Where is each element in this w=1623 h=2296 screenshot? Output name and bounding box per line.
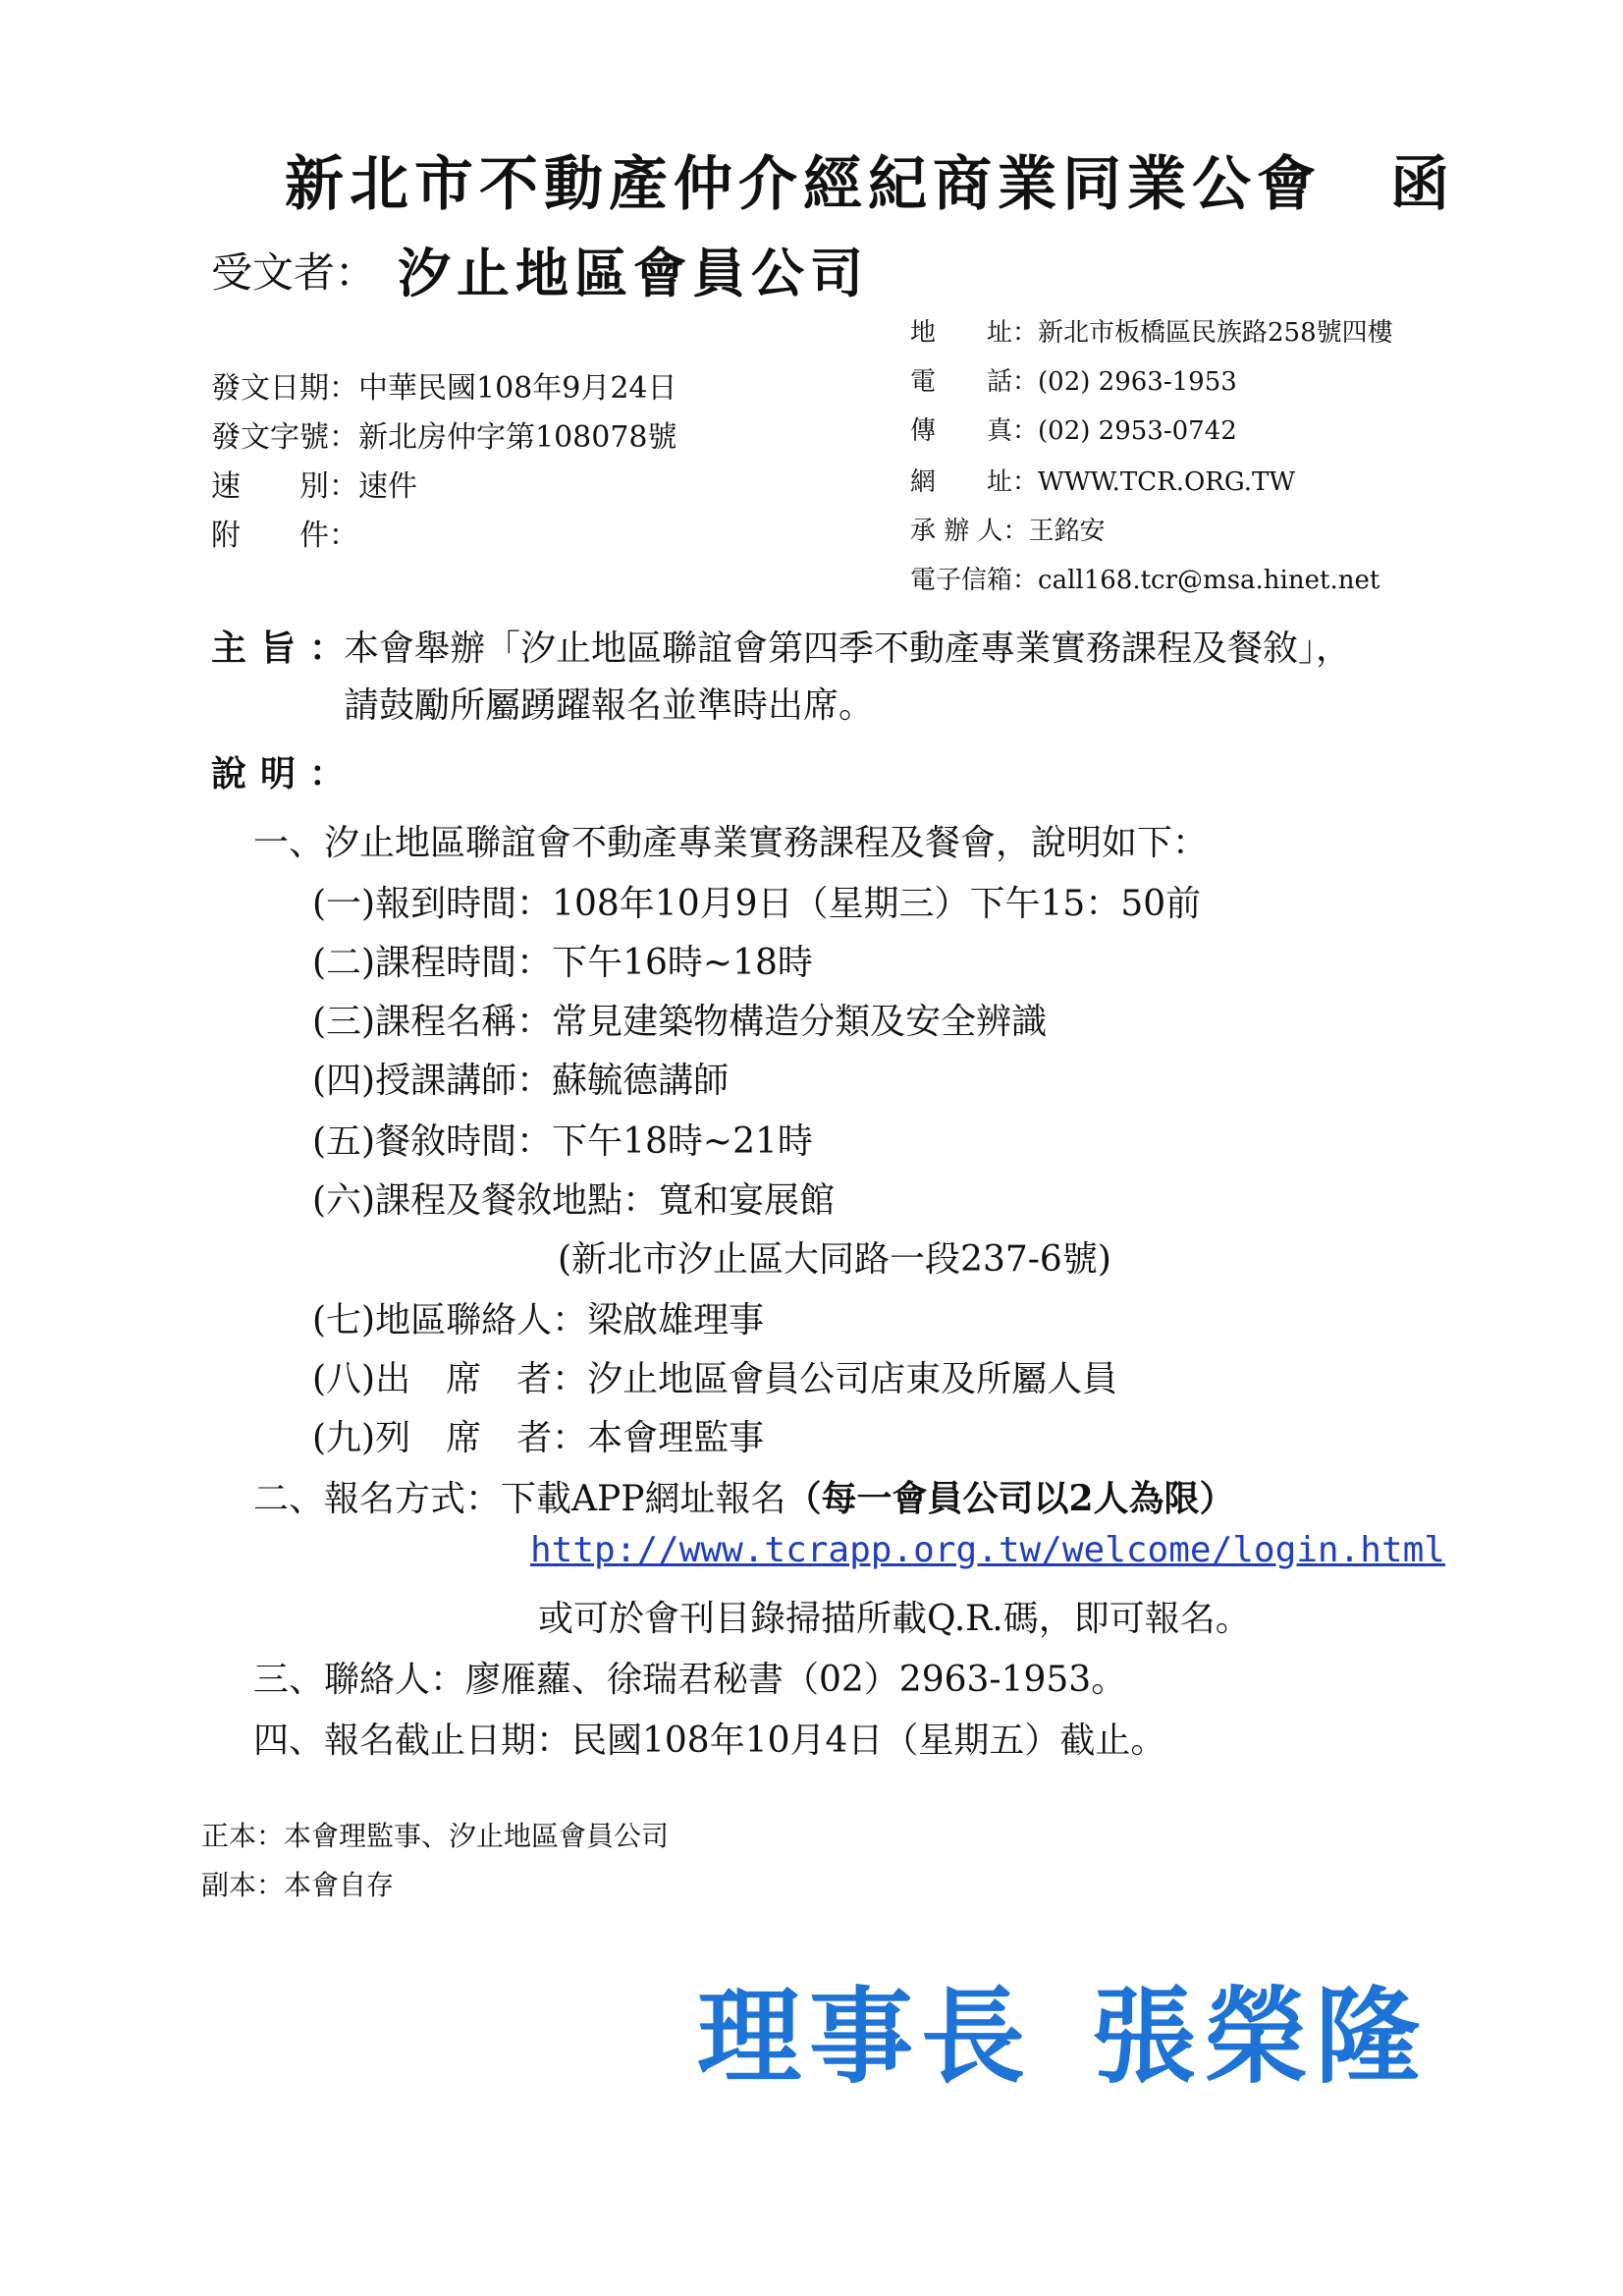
website-label: 網 址：	[910, 467, 1039, 497]
item-2	[253, 1471, 1235, 1521]
fax-label: 傳 真：	[910, 416, 1039, 446]
email-value: call168.tcr@msa.hinet.net	[1038, 566, 1380, 595]
description-label: 說明：	[211, 753, 359, 794]
speed-label: 速 別：	[211, 469, 358, 504]
phone-label: 電 話：	[910, 367, 1039, 397]
sub-item-8: (八)出 席 者：汐止地區會員公司店東及所屬人員	[312, 1359, 1118, 1399]
fax-row	[910, 410, 1237, 447]
chairman-signature	[697, 1954, 1428, 2104]
ref-label: 發文字號：	[211, 420, 358, 455]
sub-item-1: (一)報到時間：108年10月9日（星期三）下午15：50前	[312, 884, 1202, 924]
ref-row	[211, 412, 677, 456]
sub-item-5: (五)餐敘時間：下午18時~21時	[312, 1121, 813, 1162]
address-label: 地 址：	[910, 318, 1039, 348]
website-row	[910, 462, 1295, 498]
address-value: 新北市板橋區民族路258號四樓	[1038, 318, 1393, 348]
handler-row	[910, 511, 1106, 547]
subject-line-1: 本會舉辦「汐止地區聯誼會第四季不動產專業實務課程及餐敘」，	[344, 629, 1352, 669]
signature-name: 張榮隆	[1092, 1977, 1428, 2098]
sub-item-4: (四)授課講師：蘇毓德講師	[312, 1061, 730, 1101]
org-title	[285, 137, 1455, 222]
ref-value: 新北房仲字第108078號	[358, 420, 677, 455]
original-recipients: 正本：本會理監事、汐止地區會員公司	[201, 1820, 670, 1852]
subject-text	[344, 621, 1351, 735]
sub-item-2: (二)課程時間：下午16時~18時	[312, 943, 813, 983]
item-3: 三、聯絡人：廖雁蘿、徐瑞君秘書（02）2963-1953。	[253, 1660, 1127, 1700]
doc-type: 函	[1390, 150, 1455, 219]
item-4: 四、報名截止日期：民國108年10月4日（星期五）截止。	[253, 1721, 1166, 1761]
attachment-label: 附 件：	[211, 519, 358, 553]
date-value: 中華民國108年9月24日	[358, 371, 677, 406]
handler-label: 承 辦 人：	[910, 517, 1029, 546]
item-2-limit: （每一會員公司以2人為限）	[785, 1478, 1235, 1519]
registration-link[interactable]: http://www.tcrapp.org.tw/welcome/login.html	[530, 1530, 1445, 1570]
fax-value: (02) 2953-0742	[1038, 416, 1237, 446]
website-value: WWW.TCR.ORG.TW	[1038, 467, 1296, 497]
recipient-label: 受文者：	[211, 248, 377, 297]
date-label: 發文日期：	[211, 371, 358, 406]
copy-recipients: 副本：本會自存	[201, 1869, 395, 1901]
phone-row	[910, 361, 1237, 398]
address-row	[910, 312, 1393, 349]
email-label: 電子信箱：	[910, 566, 1039, 595]
item-2-note: 或可於會刊目錄掃描所載Q.R.碼，即可報名。	[538, 1599, 1251, 1639]
sub-item-6: (六)課程及餐敘地點：寬和宴展館	[312, 1180, 836, 1221]
email-row	[910, 560, 1380, 596]
subject-label: 主旨：	[211, 628, 359, 669]
handler-value: 王銘安	[1028, 517, 1106, 546]
venue-address: (新北市汐止區大同路一段237-6號)	[558, 1239, 1111, 1280]
speed-row	[211, 462, 417, 505]
sub-item-7: (七)地區聯絡人：梁啟雄理事	[312, 1300, 765, 1340]
speed-value: 速件	[358, 469, 417, 504]
registration-link-row	[530, 1530, 1445, 1570]
signature-title: 理事長	[697, 1977, 1033, 2098]
attachment-row	[211, 511, 358, 554]
item-1: 一、汐止地區聯誼會不動產專業實務課程及餐會，說明如下：	[253, 823, 1209, 863]
subject-line-2: 請鼓勵所屬踴躍報名並準時出席。	[344, 685, 875, 726]
sub-item-9: (九)列 席 者：本會理監事	[312, 1418, 765, 1458]
item-2-text: 二、報名方式：下載APP網址報名	[253, 1479, 786, 1519]
sub-item-3: (三)課程名稱：常見建築物構造分類及安全辨識	[312, 1002, 1048, 1042]
recipient: 汐止地區會員公司	[398, 242, 869, 304]
phone-value: (02) 2963-1953	[1038, 367, 1237, 397]
org-name: 新北市不動產仲介經紀商業同業公會	[285, 150, 1322, 219]
date-row	[211, 363, 677, 407]
